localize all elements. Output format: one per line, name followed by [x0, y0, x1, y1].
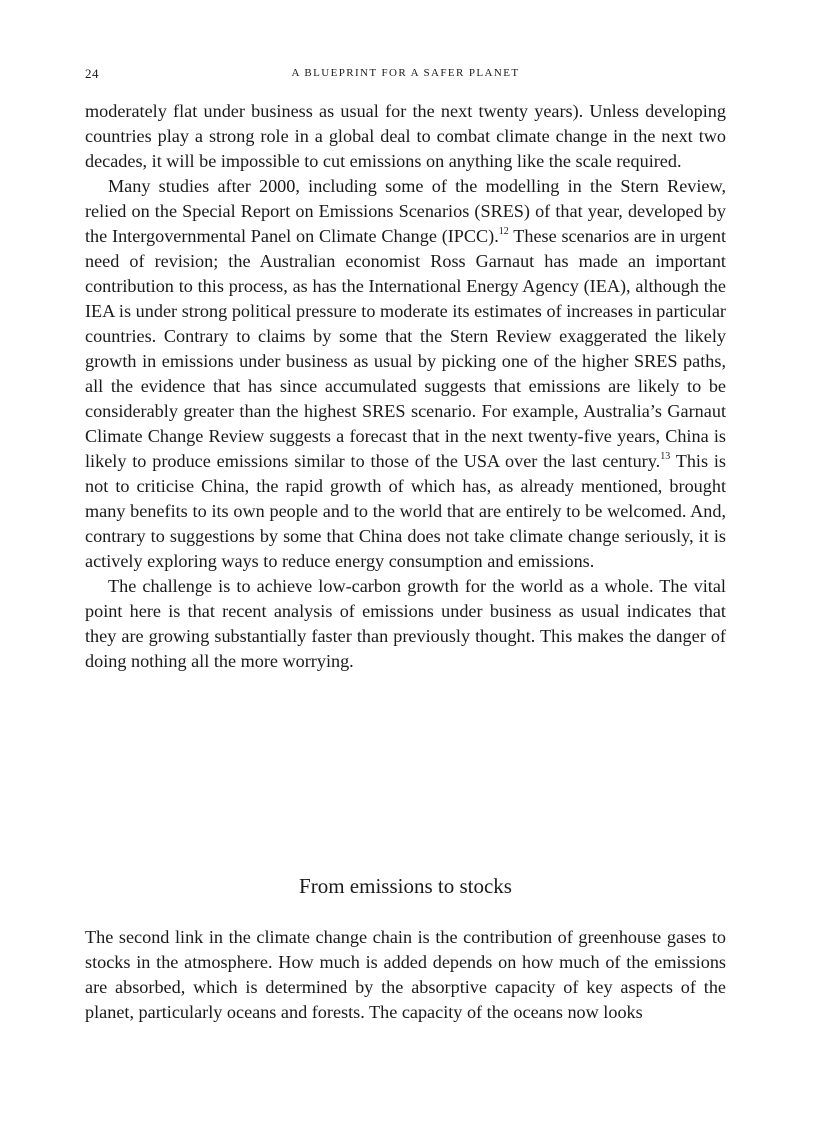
paragraph-challenge: The challenge is to achieve low-carbon growth for the world as a whole. The vital point here is that recent analysis of emissions under business as usual indicates that they are growing substantially faster than previously thought. This makes the danger of doing nothing all the more worrying. [85, 576, 726, 671]
paragraph-continued: moderately flat under business as usual for the next twenty years). Unless developing countries play a strong role in a global deal to combat climate change in the next two decades, it will be impossible to cut emissions on anything like the scale required. [85, 101, 726, 171]
paragraph-sres-part-b: These scenarios are in urgent need of revision; the Australian economist Ross Garnaut has made an important contribution to this process, as has the International Energy Agency (IEA), although the IEA is under strong political pressure to moderate its estimates of increases in particular countries. Contrary to claims by some that the Stern Review exaggerated the likely growth in emissions under business as usual by picking one of the higher SRES paths, all the evidence that has since accumulated suggests that emissions are likely to be considerably greater than the highest SRES scenario. For example, Australia’s Garnaut Climate Change Review suggests a forecast that in the next twenty-five years, China is likely to produce emissions similar to those of the USA over the last century. [85, 226, 726, 471]
page-number: 24 [85, 66, 99, 81]
footnote-marker-12[interactable]: 12 [498, 225, 509, 237]
footnote-marker-13[interactable]: 13 [660, 450, 671, 462]
paragraph-sres-part-a: Many studies after 2000, including some of the modelling in the Stern Review, relied on the Special Report on Emissions Scenarios (SRES) of that year, developed by the Intergovernmental Panel on Climate Change (IPCC). [85, 176, 726, 246]
section-text [85, 925, 726, 1025]
paragraph-sres-part-c: This is not to criticise China, the rapid growth of which has, as already mentioned, brought many benefits to its own people and to the world that are entirely to be welcomed. And, contrary to suggestions by some that China does not take climate change seriously, it is actively exploring ways to reduce energy consumption and emissions. [85, 451, 727, 571]
section-heading: From emissions to stocks [299, 874, 512, 898]
paragraph-sres [85, 174, 726, 574]
running-title: A BLUEPRINT FOR A SAFER PLANET [291, 67, 520, 79]
body-text [85, 99, 726, 674]
running-header [85, 66, 726, 86]
paragraph-stocks: The second link in the climate change chain is the contribution of greenhouse gases to stocks in the atmosphere. How much is added depends on how much of the emissions are absorbed, which is determined by the absorptive capacity of key aspects of the planet, particularly oceans and forests. The capacity of the oceans now looks [85, 927, 726, 1022]
